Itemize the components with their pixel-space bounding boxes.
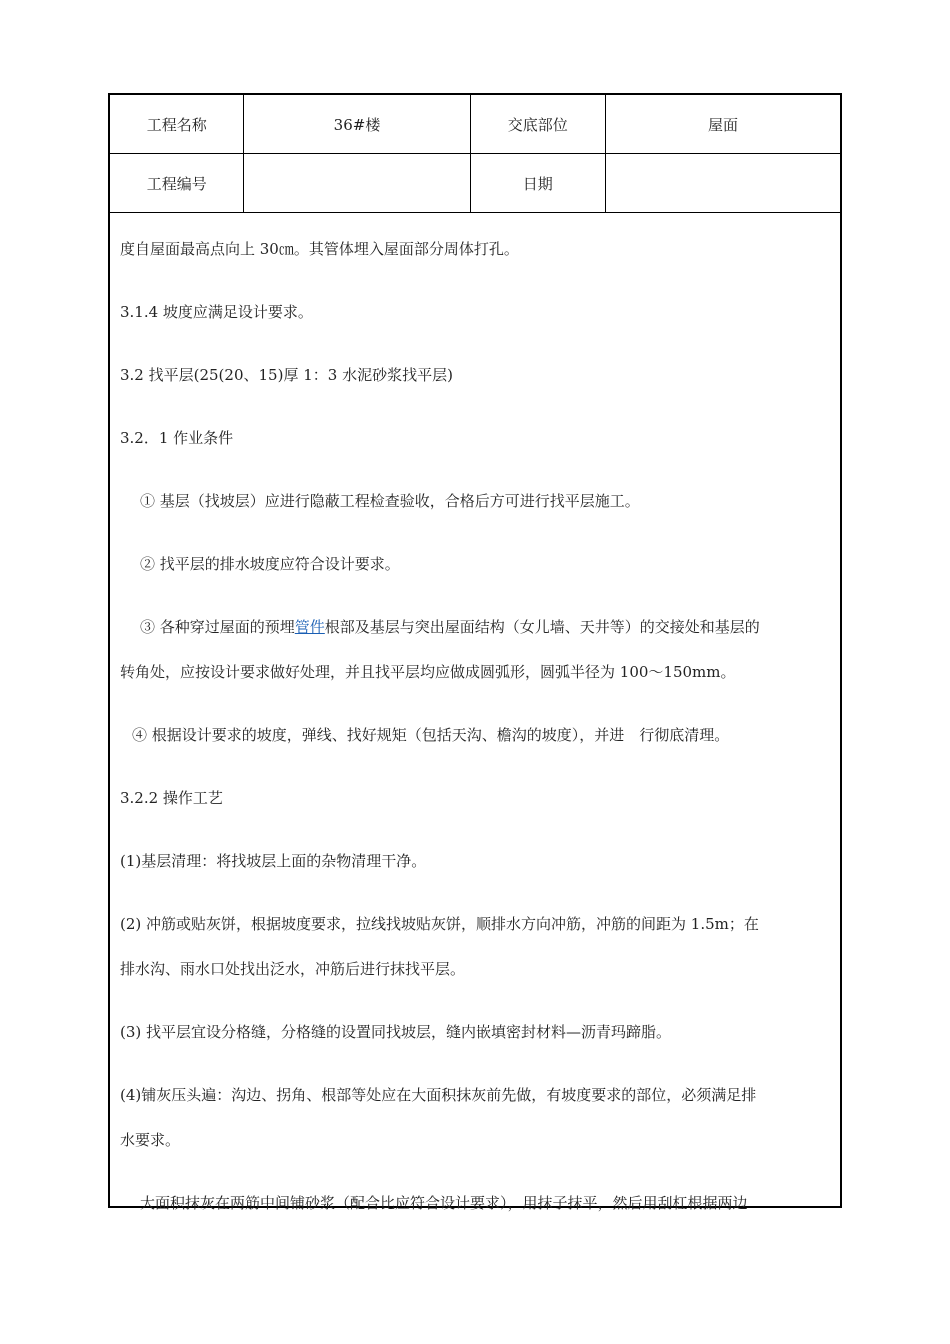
paragraph-line: (2) 冲筋或贴灰饼，根据坡度要求，拉线找坡贴灰饼，顺排水方向冲筋，冲筋的间距为 1.5m；在 [120,915,759,933]
pipe-fitting-link[interactable]: 管件 [294,618,325,636]
date-value [605,154,840,213]
list-item [140,617,830,637]
list-item: ② 找平层的排水坡度应符合设计要求。 [140,555,400,573]
section-heading: 3.2 找平层(25(20、15)厚 1：3 水泥砂浆找平层) [120,366,453,384]
project-no-value [244,154,470,213]
paragraph-line: 水要求。 [120,1131,181,1149]
location-label: 交底部位 [470,95,605,154]
header-row [110,154,840,213]
location-value: 屋面 [605,95,840,154]
list-item: ① 基层（找坡层）应进行隐蔽工程检查验收，合格后方可进行找平层施工。 [140,492,640,510]
paragraph-line: 大面积抹灰在两筋中间铺砂浆（配合比应符合设计要求），用抹子抹平，然后用刮杠根据两边 [140,1194,748,1212]
date-label: 日期 [470,154,605,213]
paragraph-line: (3) 找平层宜设分格缝，分格缝的设置同找坡层，缝内嵌填密封材料—沥青玛蹄脂。 [120,1023,672,1041]
paragraph-line: 排水沟、雨水口处找出泛水，冲筋后进行抹找平层。 [120,960,466,978]
list-item-text: 根部及基层与突出屋面结构（女儿墙、天井等）的交接处和基层的 [324,618,760,636]
document-frame [108,93,842,1212]
paragraph-line: (4)铺灰压头遍：沟边、拐角、根部等处应在大面积抹灰前先做，有坡度要求的部位，必须满足排 [120,1086,757,1104]
project-no-label: 工程编号 [110,154,244,213]
list-item: ④ 根据设计要求的坡度，弹线、找好规矩（包括天沟、檐沟的坡度），并进 行彻底清理。 [132,726,730,744]
header-table [110,95,840,213]
paragraph-line: 度自屋面最高点向上 30㎝。其管体埋入屋面部分周体打孔。 [120,240,519,258]
section-heading: 3.2．1 作业条件 [120,429,234,447]
section-heading: 3.1.4 坡度应满足设计要求。 [120,303,313,321]
project-name-label: 工程名称 [110,95,244,154]
section-heading: 3.2.2 操作工艺 [120,789,223,807]
paragraph-line: (1)基层清理：将找坡层上面的杂物清理干净。 [120,852,427,870]
paragraph-line: 转角处，应按设计要求做好处理，并且找平层均应做成圆弧形，圆弧半径为 100～150mm。 [120,663,736,681]
header-row [110,95,840,154]
list-item-text: ③ 各种穿过屋面的预埋 [140,618,295,636]
project-name-value: 36#楼 [244,95,470,154]
